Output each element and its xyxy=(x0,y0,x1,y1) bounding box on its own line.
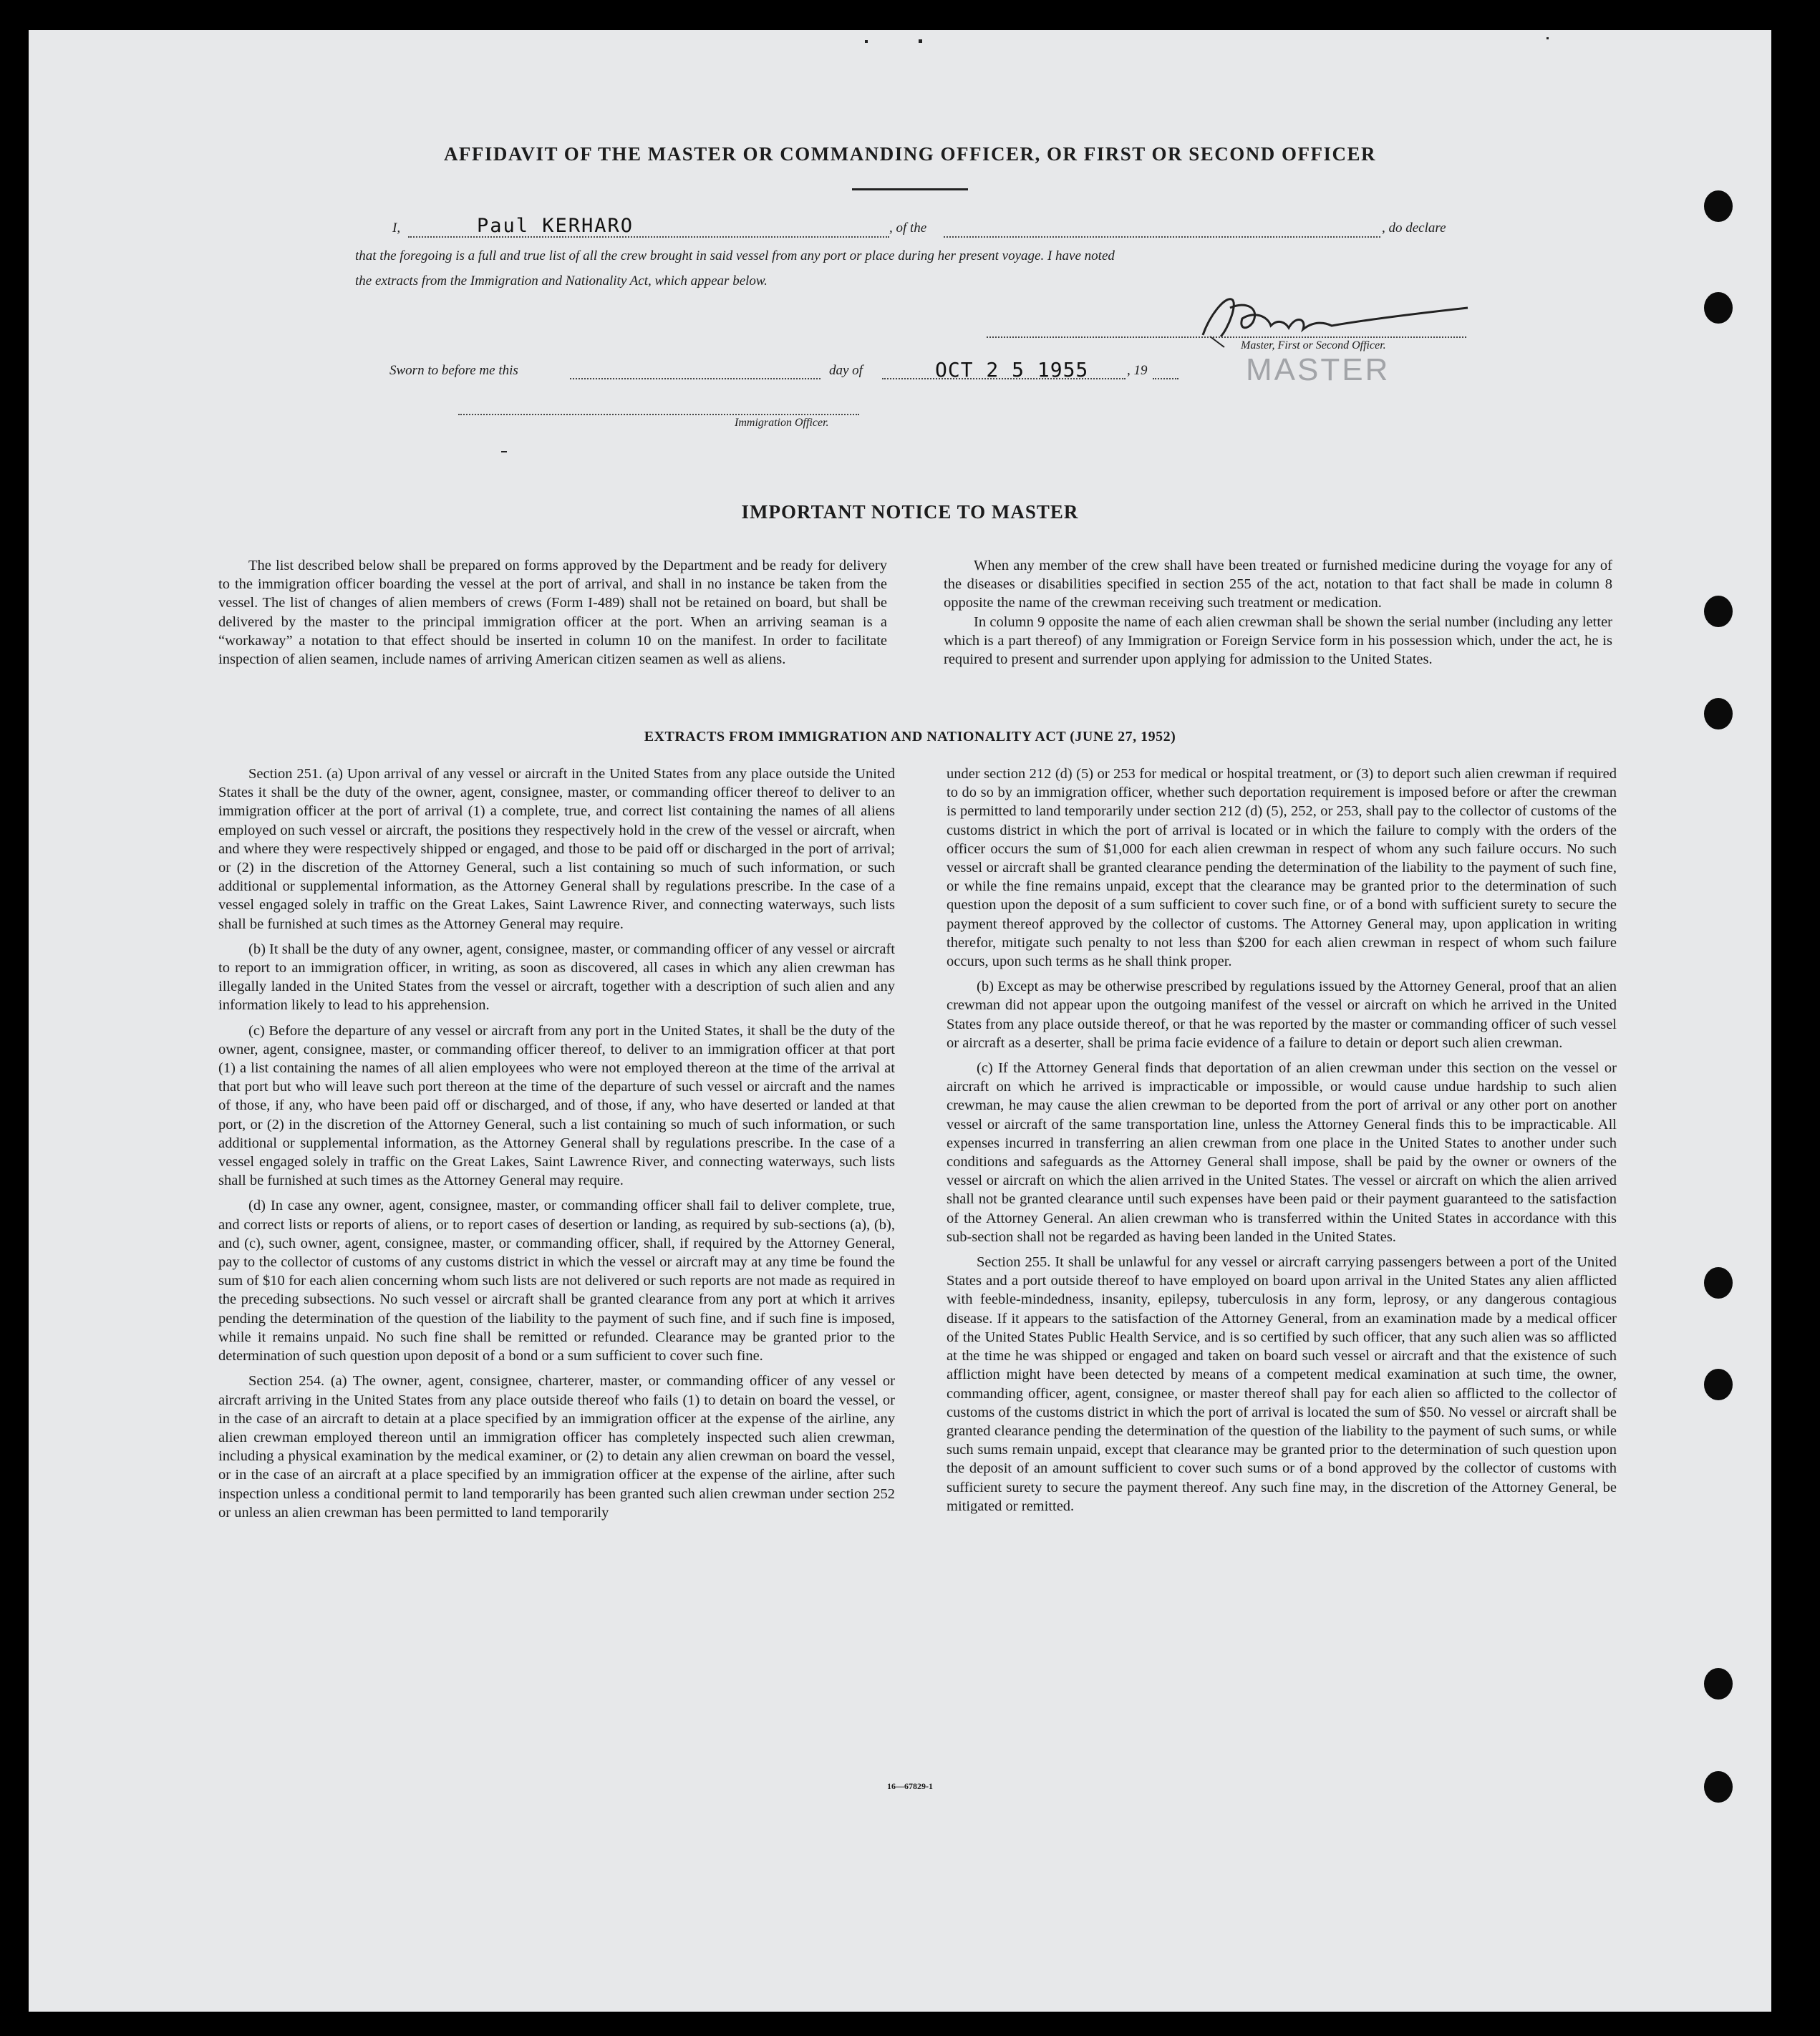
officer-caption: Immigration Officer. xyxy=(735,417,829,429)
act-section: (c) Before the departure of any vessel or aircraft from any port in the United States, it shall be the duty of the owner, agent, consignee, master, or commanding officer thereof, to deliver to an immigration officer at that port (1) a list containing the names of all alien employees who were not employed thereon at the time of the arrival at that port but who will leave such port thereon at the time of the departure of such vessel or aircraft and the names of those, if any, who have been paid off or discharged, and of those, if any, who have deserted or landed at that port, or (2) in the discretion of the Attorney General, such a list containing so much of such information, or such additional or supplemental information, as the Attorney General shall by regulations prescribe. In the case of a vessel engaged solely in traffic on the Great Lakes, Saint Lawrence River, and connecting waterways, such lists shall be furnished at such times as the Attorney General may require. xyxy=(218,1022,895,1189)
binder-hole xyxy=(1704,596,1733,627)
signature-line xyxy=(987,336,1466,338)
notice-paragraph: In column 9 opposite the name of each alien crewman shall be shown the serial number (including any letter which is a part thereof) of any Immigration or Foreign Service form in his possession which, under the act, he is required to present and surrender upon applying for admission to the United States. xyxy=(944,614,1612,668)
sworn-day-line xyxy=(570,378,821,379)
binder-hole xyxy=(1704,1369,1733,1400)
binder-hole xyxy=(1704,698,1733,729)
i-label: I, xyxy=(392,220,401,236)
extracts-left-column xyxy=(218,765,895,1528)
speck xyxy=(1546,37,1549,39)
master-caption: Master, First or Second Officer. xyxy=(1241,339,1386,352)
notice-left-column xyxy=(218,556,887,675)
speck xyxy=(919,39,922,43)
statement-line-1: that the foregoing is a full and true list of all the crew brought in said vessel from any port or place during her present voyage. I have noted xyxy=(355,248,1115,263)
officer-signature-line xyxy=(458,414,859,415)
year-line xyxy=(1153,378,1178,379)
sworn-label: Sworn to before me this xyxy=(389,363,518,378)
binder-hole xyxy=(1704,1267,1733,1299)
notice-paragraph: When any member of the crew shall have been treated or furnished medicine during the voyage for any of the diseases or disabilities specified in section 255 of the act, notation to that fact shall be made in column 8 opposite the name of the crewman receiving such treatment or medication. xyxy=(944,558,1612,611)
extracts-title: EXTRACTS FROM IMMIGRATION AND NATIONALITY ACT (JUNE 27, 1952) xyxy=(644,729,1176,745)
binder-hole xyxy=(1704,292,1733,324)
affidavit-title: AFFIDAVIT OF THE MASTER OR COMMANDING OFFICER, OR FIRST OR SECOND OFFICER xyxy=(443,143,1377,165)
act-section: Section 254. (a) The owner, agent, consignee, charterer, master, or commanding officer of any vessel or aircraft arriving in the United States from any place outside thereof who fails (1) to detain on board the vessel, or in the case of an aircraft to detain at a place specified by an immigration officer at the expense of the airline, any alien crewman employed thereon until an immigration officer has completely inspected such alien crewman, including a physical examination by the medical examiner, or (2) to detain any alien crewman on board the vessel, or in the case of an aircraft at a place specified by an immigration officer at the expense of the airline, after such inspection unless a conditional permit to land temporarily has been granted such alien crewman under section 252 or unless an alien crewman has been permitted to land temporarily xyxy=(218,1373,895,1521)
date-stamp: OCT 2 5 1955 xyxy=(935,358,1089,382)
master-stamp: MASTER xyxy=(1246,352,1390,387)
day-of-label: day of xyxy=(829,363,863,378)
speck xyxy=(501,451,507,452)
act-section: (d) In case any owner, agent, consignee, master, or commanding officer shall fail to deliver complete, true, and correct lists or reports of aliens, or to report cases of desertion or landing, as required by sub-sections (a), (b), and (c), such owner, agent, consignee, master, or commanding officer, shall, if required by the Attorney General, pay to the collector of customs of any customs district in which the vessel or aircraft may at any time be found the sum of $10 for each alien concerning whom such lists are not delivered or such reports are not made as required in the preceding subsections. No such vessel or aircraft shall be granted clearance from any port at which it arrives pending the determination of the question of the liability to the payment of such fine, and if such fine is imposed, while it remains unpaid. No such fine shall be remitted or refunded. Clearance may be granted prior to the determination of such question upon deposit of a bond or a sum sufficient to cover such fine. xyxy=(218,1198,895,1364)
act-section: (c) If the Attorney General finds that deportation of an alien crewman under this section on the vessel or aircraft on which he arrived is impracticable or impossible, or would cause undue hardship to such alien crewman, he may cause the alien crewman to be deported from the port of arrival or any other port on another vessel or aircraft of the same transportation line, unless the Attorney General finds this to be impracticable. All expenses incurred in transferring an alien crewman from one place in the United States to another under such conditions and safeguards as the Attorney General shall impose, shall be paid by the owner or owners of the vessel or aircraft on which the alien arrived in the United States. The vessel or aircraft on which the alien arrived shall not be granted clearance until such expenses have been paid or their payment guaranteed to the satisfaction of the Attorney General. An alien crewman who is transferred within the United States in accordance with this sub-section shall not be regarded as having been landed in the United States. xyxy=(947,1060,1617,1245)
statement-line-2: the extracts from the Immigration and Nationality Act, which appear below. xyxy=(355,273,768,289)
master-name: Paul KERHARO xyxy=(477,215,634,237)
act-section: (b) Except as may be otherwise prescribed by regulations issued by the Attorney General, proof that an alien crewman did not appear upon the outgoing manifest of the vessel or aircraft on which he arrived in the United States from any place outside thereof, or that he was reported by the master or commanding officer of such vessel or aircraft as a deserter, shall be prima facie evidence of a failure to detain or deport such alien crewman. xyxy=(947,979,1617,1051)
act-section: Section 251. (a) Upon arrival of any vessel or aircraft in the United States from any place outside the United States it shall be the duty of the owner, agent, consignee, master, or commanding officer thereof to deliver to an immigration officer at the port of arrival (1) a complete, true, and correct list containing the names of all aliens employed on such vessel or aircraft, the positions they respectively hold in the crew of the vessel or aircraft, when and where they were respectively shipped or engaged, and those to be paid off or discharged in the port of arrival; or (2) in the discretion of the Attorney General, such a list containing so much of such information, or such additional or supplemental information, as the Attorney General shall by regulations prescribe. In the case of a vessel engaged solely in traffic on the Great Lakes, Saint Lawrence River, and connecting waterways, such lists shall be furnished at such times as the Attorney General may require. xyxy=(218,766,895,932)
act-section: under section 212 (d) (5) or 253 for medical or hospital treatment, or (3) to deport such alien crewman if required to do so by an immigration officer, whether such deportation requirement is imposed before or after the crewman is permitted to land temporarily under section 212 (d) (5), 252, or 253, shall pay to the collector of customs of the customs district in which the port of arrival is located or in which the failure to comply with the orders of the officer occurs the sum of $1,000 for each alien crewman in respect of whom any such failure occurs. No such vessel or aircraft shall be granted clearance pending the determination of the liability to the payment of such fine, or while the fine remains unpaid, except that the clearance may be granted prior to the determination of such question upon the deposit of a sum sufficient to cover such fine, or of a bond with sufficient surety to secure the payment thereof approved by the collector of customs. The Attorney General may, upon application in writing therefor, mitigate such penalty to not less than $200 for each alien crewman in respect of whom such failure occurs, upon such terms as he shall think proper. xyxy=(947,766,1617,970)
speck xyxy=(865,40,868,43)
notice-title: IMPORTANT NOTICE TO MASTER xyxy=(741,501,1079,523)
act-section: (b) It shall be the duty of any owner, agent, consignee, master, or commanding officer of any vessel or aircraft to report to an immigration officer, in writing, as soon as discovered, all cases in which any alien crewman has illegally landed in the United States from the vessel or aircraft, together with a description of such alien and any information likely to lead to his apprehension. xyxy=(218,941,895,1014)
act-section: Section 255. It shall be unlawful for any vessel or aircraft carrying passengers between a port of the United States and a port outside thereof to have employed on board upon arrival in the United States any alien afflicted with feeble-mindedness, insanity, epilepsy, tuberculosis in any form, leprosy, or any dangerous contagious disease. If it appears to the satisfaction of the Attorney General, from an examination made by a medical officer of the United States Public Health Service, and is so certified by such officer, that any such alien was so afflicted at the time he was shipped or engaged and taken on board such vessel or aircraft and that the existence of such affliction might have been detected by means of a competent medical examination at such time, the owner, commanding officer, agent, consignee, or master thereof shall pay for each alien so afflicted to the collector of customs of the customs district in which the port of arrival is located the sum of $50. No vessel or aircraft shall be granted clearance pending the determination of the question of the liability to the payment of such sums, or while such sums remain unpaid, except that clearance may be granted prior to the determination of such question upon the deposit of an amount sufficient to cover such sums or of a bond approved by the collector of customs with sufficient surety to secure the payment thereof. Any such fine may, in the discretion of the Attorney General, be mitigated or remitted. xyxy=(947,1254,1617,1514)
do-declare-label: , do declare xyxy=(1382,220,1446,236)
of-the-label: , of the xyxy=(889,220,927,236)
notice-right-column xyxy=(944,556,1612,675)
vessel-line xyxy=(944,236,1380,238)
title-rule xyxy=(852,188,968,190)
notice-paragraph: The list described below shall be prepared on forms approved by the Department and be ready for delivery to the immigration officer boarding the vessel at the port of arrival, and shall in no instance be taken from the vessel. The list of changes of alien members of crews (Form I-489) shall not be retained on board, but shall be delivered by the master to the principal immigration officer at the port. When an arriving seaman is a “workaway” a notation to that effect should be inserted in column 10 on the manifest. In order to facilitate inspection of alien seamen, include names of arriving American citizen seamen as well as aliens. xyxy=(218,558,887,668)
form-code: 16—67829-1 xyxy=(887,1781,933,1791)
binder-hole xyxy=(1704,190,1733,222)
extracts-right-column xyxy=(947,765,1617,1522)
binder-hole xyxy=(1704,1668,1733,1700)
year-label: , 19 xyxy=(1127,363,1148,378)
